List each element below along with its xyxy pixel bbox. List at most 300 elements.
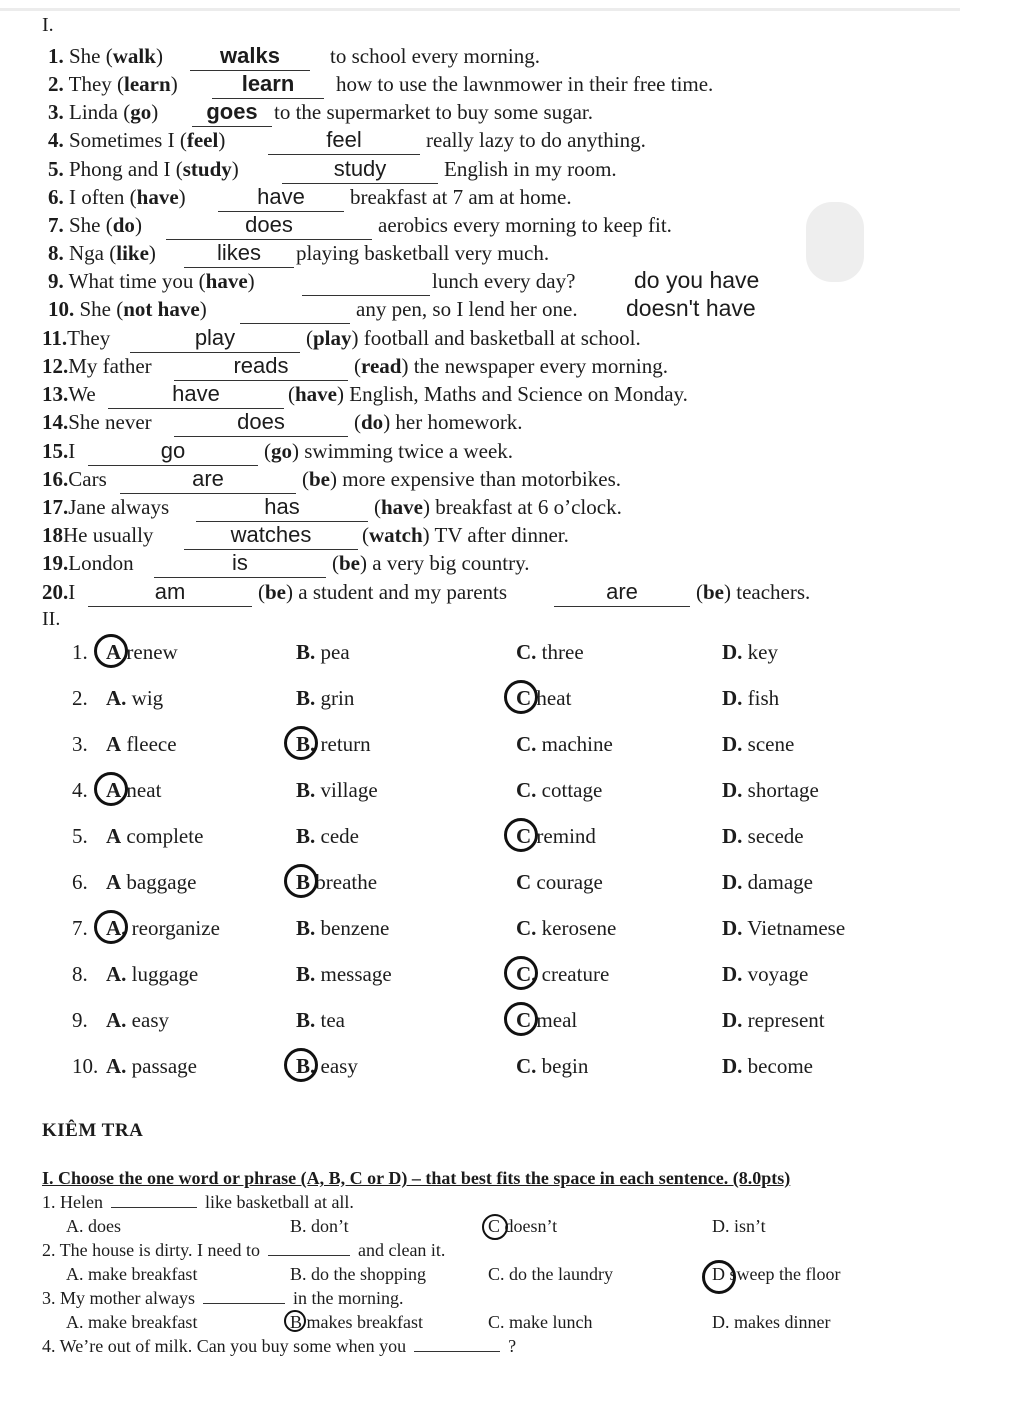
item-number: 13. bbox=[42, 382, 69, 406]
quiz-option[interactable] bbox=[488, 1264, 613, 1285]
phonetics-item bbox=[0, 732, 1000, 762]
quiz-question bbox=[42, 1288, 403, 1309]
option-word: machine bbox=[536, 732, 613, 756]
option-b[interactable] bbox=[294, 1054, 358, 1079]
answer-blank[interactable] bbox=[111, 1193, 197, 1208]
item-number: 2. bbox=[72, 686, 88, 710]
quiz-option[interactable] bbox=[66, 1264, 197, 1285]
item-rest-text: any pen, so I lend her one. bbox=[356, 297, 578, 321]
option-letter: B. bbox=[296, 1008, 316, 1032]
prompt-text: ) bbox=[247, 269, 255, 293]
item-rest-text: how to use the lawnmower in their free time. bbox=[336, 72, 714, 96]
exercise-1-item bbox=[0, 213, 1000, 241]
item-prompt bbox=[48, 241, 156, 266]
prompt-text: ) bbox=[134, 213, 142, 237]
item-rest-text: lunch every day? bbox=[432, 269, 576, 293]
answer-blank[interactable]: likes bbox=[184, 241, 294, 268]
answer-blank[interactable]: goes bbox=[192, 100, 272, 127]
option-word: easy bbox=[315, 1054, 358, 1078]
answer-blank[interactable]: does bbox=[174, 410, 348, 437]
option-letter: C. bbox=[516, 1054, 537, 1078]
option-d[interactable] bbox=[720, 916, 845, 941]
quiz-option[interactable] bbox=[712, 1264, 840, 1285]
option-text: D. isn’t bbox=[712, 1216, 766, 1236]
prompt-text: She ( bbox=[69, 213, 113, 237]
option-word: begin bbox=[536, 1054, 589, 1078]
item-number: 3. bbox=[72, 732, 88, 756]
option-d[interactable] bbox=[720, 1008, 825, 1033]
item-number: 7. bbox=[72, 916, 88, 940]
prompt-text: My father bbox=[68, 354, 152, 378]
option-text: C. do the laundry bbox=[488, 1264, 613, 1284]
question-text: like basketball at all. bbox=[204, 1192, 354, 1212]
phonetics-item bbox=[0, 778, 1000, 808]
answer-blank[interactable]: have bbox=[218, 185, 344, 212]
option-letter: A bbox=[106, 778, 122, 802]
exercise-1-item bbox=[0, 326, 1000, 354]
quiz-option[interactable] bbox=[290, 1216, 349, 1237]
quiz-option[interactable] bbox=[66, 1312, 197, 1333]
answer-blank[interactable]: am bbox=[88, 580, 252, 607]
item-number: 8. bbox=[48, 241, 64, 265]
option-word: reorganize bbox=[126, 916, 220, 940]
exercise-1-item bbox=[0, 523, 1000, 551]
option-a[interactable] bbox=[104, 1008, 169, 1033]
exercise-1-item bbox=[0, 297, 1000, 325]
exercise-1-item bbox=[0, 44, 1000, 72]
option-text: sweep the floor bbox=[725, 1264, 841, 1284]
option-letter: B. bbox=[296, 778, 316, 802]
answer-blank[interactable]: walks bbox=[190, 44, 310, 71]
option-word: neat bbox=[121, 778, 162, 802]
answer-blank[interactable]: does bbox=[166, 213, 372, 240]
question-text: 3. My mother always bbox=[42, 1288, 195, 1308]
answer-blank[interactable] bbox=[240, 297, 350, 324]
item-rest-text: (have) English, Maths and Science on Monday. bbox=[288, 382, 688, 406]
section-1-roman: I. bbox=[42, 14, 54, 36]
option-letter: B. bbox=[296, 686, 316, 710]
item-rest-text: to school every morning. bbox=[330, 44, 540, 68]
phonetics-item bbox=[0, 1008, 1000, 1038]
option-letter: C bbox=[516, 870, 532, 894]
item-prompt bbox=[42, 439, 75, 464]
verb-cue: play bbox=[313, 326, 352, 350]
answer-blank[interactable]: go bbox=[88, 439, 258, 466]
option-letter: B bbox=[296, 870, 311, 894]
option-text: C. make lunch bbox=[488, 1312, 593, 1332]
item-prompt bbox=[48, 213, 142, 238]
option-word: cede bbox=[315, 824, 359, 848]
option-d[interactable] bbox=[720, 824, 804, 849]
option-letter: C. bbox=[516, 778, 537, 802]
prompt-text: I bbox=[68, 580, 76, 604]
item-prompt bbox=[48, 297, 207, 322]
quiz-option[interactable] bbox=[488, 1312, 592, 1333]
quiz-option[interactable] bbox=[66, 1216, 121, 1237]
question-text: 1. Helen bbox=[42, 1192, 103, 1212]
option-d[interactable] bbox=[720, 640, 778, 665]
item-number: 18 bbox=[42, 523, 63, 547]
option-b[interactable] bbox=[294, 778, 378, 803]
exercise-1-item bbox=[0, 354, 1000, 382]
answer-blank[interactable]: play bbox=[130, 326, 300, 353]
verb-cue: watch bbox=[369, 523, 423, 547]
item-number: 15. bbox=[42, 439, 69, 463]
item-prompt bbox=[42, 551, 134, 576]
prompt-text: ) bbox=[178, 185, 186, 209]
item-prompt bbox=[48, 100, 158, 125]
item-number: 12. bbox=[42, 354, 69, 378]
phonetics-item bbox=[0, 870, 1000, 900]
answer-blank[interactable]: has bbox=[196, 495, 368, 522]
option-d[interactable] bbox=[720, 732, 794, 757]
item-number: 6. bbox=[72, 870, 88, 894]
prompt-text: ) bbox=[218, 128, 226, 152]
option-b[interactable] bbox=[294, 640, 350, 665]
option-word: Vietnamese bbox=[742, 916, 846, 940]
option-word: heat bbox=[531, 686, 572, 710]
item-number: 1. bbox=[72, 640, 88, 664]
prompt-text: ) bbox=[231, 157, 239, 181]
top-divider bbox=[0, 8, 960, 11]
verb-cue: do bbox=[361, 410, 384, 434]
option-a[interactable] bbox=[104, 1054, 197, 1079]
item-number: 3. bbox=[48, 100, 64, 124]
exercise-1-item bbox=[0, 241, 1000, 269]
option-word: key bbox=[742, 640, 778, 664]
option-letter: B. bbox=[296, 962, 316, 986]
item-rest-text: to the supermarket to buy some sugar. bbox=[274, 100, 594, 124]
prompt-text: ) bbox=[199, 297, 207, 321]
option-letter: D bbox=[712, 1264, 725, 1284]
option-letter: C. bbox=[516, 732, 537, 756]
option-letter: D. bbox=[722, 778, 743, 802]
option-d[interactable] bbox=[720, 1054, 813, 1079]
option-word: renew bbox=[121, 640, 178, 664]
answer-blank[interactable] bbox=[302, 269, 430, 296]
option-letter: D. bbox=[722, 732, 743, 756]
item-rest-text: (have) breakfast at 6 o’clock. bbox=[374, 495, 622, 519]
option-d[interactable] bbox=[720, 778, 819, 803]
answer-blank[interactable] bbox=[268, 1241, 350, 1256]
option-letter: D. bbox=[722, 824, 743, 848]
phonetics-item bbox=[0, 962, 1000, 992]
prompt-text: ) bbox=[155, 44, 163, 68]
section-3-heading: KIÊM TRA bbox=[42, 1120, 144, 1141]
option-a[interactable] bbox=[104, 870, 196, 895]
option-c[interactable] bbox=[514, 870, 603, 895]
exercise-1-item bbox=[0, 128, 1000, 156]
option-letter: C bbox=[516, 686, 532, 710]
item-number: 9. bbox=[48, 269, 64, 293]
quiz-option[interactable] bbox=[488, 1216, 557, 1237]
option-word: remind bbox=[531, 824, 596, 848]
prompt-text: She ( bbox=[79, 297, 124, 321]
question-text: and clean it. bbox=[357, 1240, 446, 1260]
item-rest-text: (watch) TV after dinner. bbox=[362, 523, 569, 547]
prompt-text: Phong and I ( bbox=[69, 157, 183, 181]
item-number: 1. bbox=[48, 44, 64, 68]
quiz-option[interactable] bbox=[712, 1216, 766, 1237]
answer-blank[interactable]: learn bbox=[212, 72, 324, 99]
item-prompt bbox=[42, 382, 96, 407]
option-letter: D. bbox=[722, 1008, 743, 1032]
quiz-question bbox=[42, 1192, 354, 1213]
answer-blank[interactable]: study bbox=[282, 157, 438, 184]
prompt-text: I often ( bbox=[69, 185, 137, 209]
exercise-1-item bbox=[0, 580, 1000, 608]
option-c[interactable] bbox=[514, 916, 616, 941]
verb-cue: have bbox=[136, 185, 179, 209]
verb-cue: go bbox=[130, 100, 152, 124]
item-rest-text: aerobics every morning to keep fit. bbox=[378, 213, 672, 237]
item-prompt bbox=[48, 128, 225, 153]
prompt-text: What time you ( bbox=[68, 269, 206, 293]
verb-cue: study bbox=[182, 157, 232, 181]
option-a[interactable] bbox=[104, 778, 161, 803]
exercise-1-item bbox=[0, 495, 1000, 523]
item-prompt bbox=[48, 185, 186, 210]
option-b[interactable] bbox=[294, 824, 359, 849]
prompt-text: I bbox=[68, 439, 76, 463]
option-c[interactable] bbox=[514, 962, 609, 987]
item-number: 4. bbox=[72, 778, 88, 802]
item-rest-text: (read) the newspaper every morning. bbox=[354, 354, 668, 378]
option-text: makes breakfast bbox=[302, 1312, 423, 1332]
prompt-text: They ( bbox=[68, 72, 125, 96]
item-rest-text: really lazy to do anything. bbox=[426, 128, 646, 152]
item-number: 8. bbox=[72, 962, 88, 986]
option-a[interactable] bbox=[104, 640, 178, 665]
quiz-option[interactable] bbox=[712, 1312, 830, 1333]
prompt-text: ) bbox=[170, 72, 178, 96]
item-number: 16. bbox=[42, 467, 69, 491]
exercise-1-item bbox=[0, 439, 1000, 467]
handwritten-answer: doesn't have bbox=[626, 295, 756, 321]
option-a[interactable] bbox=[104, 824, 203, 849]
option-text: D. makes dinner bbox=[712, 1312, 831, 1332]
option-a[interactable] bbox=[104, 916, 220, 941]
item-prompt bbox=[42, 410, 152, 435]
item-rest-text: (be) a student and my parents bbox=[258, 580, 508, 604]
prompt-text: London bbox=[68, 551, 134, 575]
option-b[interactable] bbox=[294, 686, 354, 711]
option-word: tea bbox=[315, 1008, 345, 1032]
option-word: voyage bbox=[742, 962, 809, 986]
phonetics-item bbox=[0, 1054, 1000, 1084]
verb-cue: not have bbox=[123, 297, 200, 321]
option-text: doesn’t bbox=[500, 1216, 558, 1236]
option-letter: A bbox=[106, 640, 122, 664]
item-number: 10. bbox=[72, 1054, 99, 1078]
answer-blank[interactable]: have bbox=[108, 382, 284, 409]
option-word: passage bbox=[126, 1054, 197, 1078]
option-c[interactable] bbox=[514, 732, 613, 757]
option-letter: D. bbox=[722, 870, 743, 894]
answer-blank[interactable] bbox=[203, 1289, 285, 1304]
item-number: 6. bbox=[48, 185, 64, 209]
option-word: shortage bbox=[742, 778, 819, 802]
verb-cue: like bbox=[116, 241, 149, 265]
option-word: complete bbox=[121, 824, 204, 848]
exercise-1-item bbox=[0, 157, 1000, 185]
option-text: B. don’t bbox=[290, 1216, 349, 1236]
option-text: A. make breakfast bbox=[66, 1264, 198, 1284]
option-letter: C. bbox=[516, 640, 537, 664]
item-number: 2. bbox=[48, 72, 64, 96]
option-letter: B bbox=[290, 1312, 303, 1332]
option-letter: D. bbox=[722, 640, 743, 664]
option-letter: D. bbox=[722, 916, 743, 940]
item-number: 10. bbox=[48, 297, 75, 321]
option-letter: C. bbox=[516, 962, 537, 986]
answer-blank[interactable]: feel bbox=[268, 128, 420, 155]
option-c[interactable] bbox=[514, 778, 602, 803]
answer-blank[interactable]: is bbox=[154, 551, 326, 578]
option-word: village bbox=[315, 778, 378, 802]
option-word: wig bbox=[126, 686, 164, 710]
prompt-text: Nga ( bbox=[69, 241, 117, 265]
exercise-1-item bbox=[0, 100, 1000, 128]
option-text: B. do the shopping bbox=[290, 1264, 427, 1284]
option-text: A. make breakfast bbox=[66, 1312, 198, 1332]
question-text: 2. The house is dirty. I need to bbox=[42, 1240, 260, 1260]
quiz-option[interactable] bbox=[290, 1264, 426, 1285]
option-word: damage bbox=[742, 870, 813, 894]
question-text: ? bbox=[508, 1336, 517, 1356]
option-word: easy bbox=[126, 1008, 169, 1032]
exercise-1-item bbox=[0, 467, 1000, 495]
item-prompt bbox=[48, 157, 239, 182]
item-rest-text: (be) more expensive than motorbikes. bbox=[302, 467, 622, 491]
option-letter: A. bbox=[106, 916, 127, 940]
option-text: A. does bbox=[66, 1216, 121, 1236]
exercise-1-item bbox=[0, 72, 1000, 100]
answer-blank[interactable]: are bbox=[554, 580, 690, 607]
verb-cue: go bbox=[271, 439, 292, 463]
option-a[interactable] bbox=[104, 686, 163, 711]
option-letter: B. bbox=[296, 824, 316, 848]
answer-blank[interactable]: watches bbox=[184, 523, 358, 550]
prompt-text: We bbox=[68, 382, 96, 406]
option-word: fish bbox=[742, 686, 780, 710]
option-letter: A. bbox=[106, 686, 127, 710]
option-c[interactable] bbox=[514, 1054, 588, 1079]
option-word: secede bbox=[742, 824, 804, 848]
option-word: creature bbox=[536, 962, 610, 986]
option-word: breathe bbox=[310, 870, 378, 894]
item-rest-text: (play) football and basketball at school. bbox=[306, 326, 641, 350]
exercise-1-item bbox=[0, 551, 1000, 579]
option-c[interactable] bbox=[514, 824, 596, 849]
prompt-text: ) bbox=[148, 241, 156, 265]
exercise-1-item bbox=[0, 269, 1000, 297]
answer-blank[interactable]: are bbox=[120, 467, 296, 494]
answer-blank[interactable]: reads bbox=[174, 354, 348, 381]
item-number: 20. bbox=[42, 580, 69, 604]
option-word: scene bbox=[742, 732, 795, 756]
item-rest-text: playing basketball very much. bbox=[296, 241, 550, 265]
option-b[interactable] bbox=[294, 870, 377, 895]
item-prompt bbox=[48, 44, 163, 69]
item-number: 9. bbox=[72, 1008, 88, 1032]
exercise-1-item bbox=[0, 382, 1000, 410]
option-word: three bbox=[536, 640, 584, 664]
verb-cue: read bbox=[361, 354, 402, 378]
phonetics-item bbox=[0, 824, 1000, 854]
prompt-text: Cars bbox=[68, 467, 107, 491]
item-number: 4. bbox=[48, 128, 64, 152]
item-number: 11. bbox=[42, 326, 68, 350]
option-b[interactable] bbox=[294, 732, 371, 757]
quiz-question bbox=[42, 1240, 445, 1261]
phonetics-item bbox=[0, 640, 1000, 670]
quiz-question bbox=[42, 1336, 516, 1357]
option-word: benzene bbox=[315, 916, 390, 940]
option-letter: C. bbox=[516, 916, 537, 940]
option-a[interactable] bbox=[104, 732, 177, 757]
option-c[interactable] bbox=[514, 640, 584, 665]
option-d[interactable] bbox=[720, 870, 813, 895]
item-prompt bbox=[42, 523, 153, 548]
verb-cue: learn bbox=[124, 72, 171, 96]
verb-cue: be bbox=[265, 580, 286, 604]
option-a[interactable] bbox=[104, 962, 198, 987]
option-letter: A bbox=[106, 732, 122, 756]
question-text: in the morning. bbox=[292, 1288, 404, 1308]
item-number: 17. bbox=[42, 495, 69, 519]
phonetics-item bbox=[0, 686, 1000, 716]
item-number: 14. bbox=[42, 410, 69, 434]
option-c[interactable] bbox=[514, 1008, 577, 1033]
handwritten-answer: do you have bbox=[634, 267, 760, 293]
option-b[interactable] bbox=[294, 962, 392, 987]
option-d[interactable] bbox=[720, 962, 808, 987]
option-word: fleece bbox=[121, 732, 177, 756]
option-letter: D. bbox=[722, 686, 743, 710]
option-word: meal bbox=[531, 1008, 578, 1032]
section-3-instruction: I. Choose the one word or phrase (A, B, C or D) – that best fits the space in each sentence. (8.0pts) bbox=[42, 1168, 791, 1188]
item-rest-text: English in my room. bbox=[444, 157, 617, 181]
item-rest-text: (be) a very big country. bbox=[332, 551, 530, 575]
exercise-1-item bbox=[0, 410, 1000, 438]
verb-cue: be bbox=[309, 467, 330, 491]
option-b[interactable] bbox=[294, 1008, 345, 1033]
verb-cue: walk bbox=[112, 44, 156, 68]
option-c[interactable] bbox=[514, 686, 571, 711]
phonetics-item bbox=[0, 916, 1000, 946]
option-letter: A bbox=[106, 870, 122, 894]
item-prompt bbox=[48, 269, 255, 294]
option-d[interactable] bbox=[720, 686, 779, 711]
prompt-text: Jane always bbox=[68, 495, 170, 519]
section-2-roman: II. bbox=[42, 608, 61, 630]
verb-cue: have bbox=[381, 495, 423, 519]
option-letter: B. bbox=[296, 1054, 316, 1078]
item-prompt bbox=[42, 326, 110, 351]
option-letter: B. bbox=[296, 640, 316, 664]
quiz-option[interactable] bbox=[290, 1312, 423, 1333]
verb-cue: be bbox=[703, 580, 724, 604]
item-number: 5. bbox=[72, 824, 88, 848]
answer-blank[interactable] bbox=[414, 1337, 500, 1352]
option-letter: A. bbox=[106, 1054, 127, 1078]
item-rest-text: (be) teachers. bbox=[696, 580, 811, 604]
option-word: kerosene bbox=[536, 916, 617, 940]
option-b[interactable] bbox=[294, 916, 389, 941]
item-rest-text: breakfast at 7 am at home. bbox=[350, 185, 572, 209]
exercise-1-item bbox=[0, 185, 1000, 213]
